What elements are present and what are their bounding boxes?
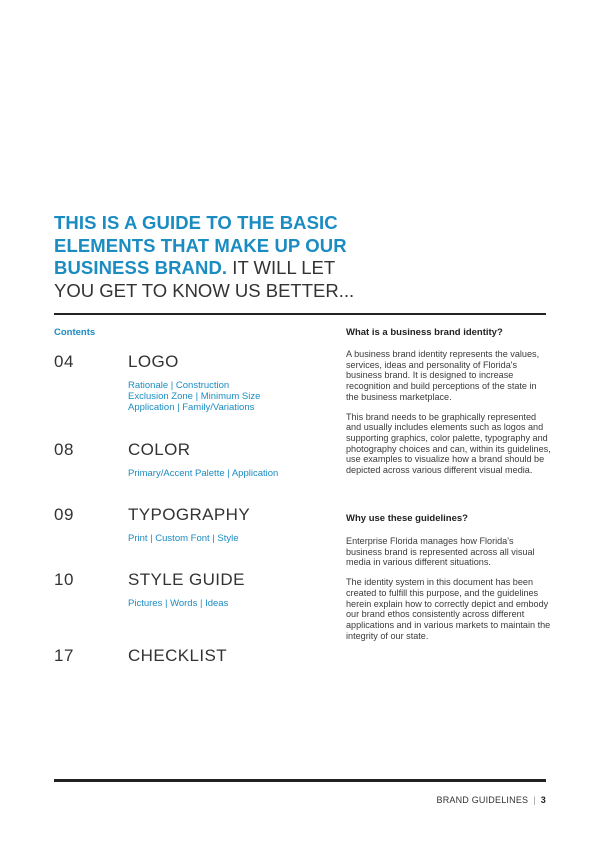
toc-title: LOGO bbox=[128, 352, 179, 371]
section-paragraph: The identity system in this document has been created to fulfill this purpose, and the guidelines herein explain how to correctly depict and embody our brand ethos consistently across different applications and in various markets to maintain the integrity of our state. bbox=[346, 577, 551, 641]
toc-title: CHECKLIST bbox=[128, 646, 228, 665]
toc-subtopic: Rationale | Construction bbox=[128, 380, 230, 391]
toc-subtopics bbox=[128, 380, 308, 413]
section-heading: What is a business brand identity? bbox=[346, 327, 503, 338]
toc-title: COLOR bbox=[128, 440, 191, 459]
page-headline bbox=[54, 212, 374, 302]
top-divider bbox=[54, 313, 546, 315]
section-paragraph: A business brand identity represents the values, services, ideas and personality of Florida's business brand. It is designed to increase recognition and build perceptions of the state in the business marketplace. bbox=[346, 349, 540, 402]
toc-page-number: 08 bbox=[54, 440, 74, 459]
footer-separator: | bbox=[533, 795, 536, 805]
toc-subtopic: Print | Custom Font | Style bbox=[128, 533, 239, 544]
toc-subtopics bbox=[128, 468, 308, 479]
toc-page-number: 09 bbox=[54, 505, 74, 524]
toc-title: TYPOGRAPHY bbox=[128, 505, 251, 524]
section-paragraph: This brand needs to be graphically represented and usually includes elements such as logos and supporting graphics, color palette, typography and photography choices and can, within its guidelines, use examples to visualize how a brand should be depicted across various different visual media. bbox=[346, 411, 551, 476]
bottom-divider bbox=[54, 779, 546, 782]
page-footer bbox=[437, 795, 547, 805]
toc-title: STYLE GUIDE bbox=[128, 570, 245, 589]
page-number: 3 bbox=[540, 795, 546, 805]
toc-page-number: 04 bbox=[54, 352, 74, 371]
headline-bold-line-2: ELEMENTS THAT MAKE UP OUR bbox=[54, 234, 347, 256]
toc-subtopic: Application | Family/Variations bbox=[128, 402, 255, 413]
toc-page-number: 10 bbox=[54, 570, 74, 589]
section-paragraph: Enterprise Florida manages how Florida's business brand is represented across all visual media in various different situations. bbox=[346, 536, 535, 568]
toc-page-number: 17 bbox=[54, 646, 74, 665]
footer-label: BRAND GUIDELINES bbox=[436, 795, 529, 805]
guidelines-section bbox=[346, 513, 551, 641]
headline-light-inline: IT WILL LET bbox=[227, 257, 336, 278]
section-heading: Why use these guidelines? bbox=[346, 513, 468, 524]
headline-bold-line-1: THIS IS A GUIDE TO THE BASIC bbox=[54, 212, 338, 233]
toc-subtopics bbox=[128, 598, 308, 609]
brand-identity-section bbox=[346, 327, 551, 476]
headline-bold-line-3: BUSINESS BRAND. bbox=[54, 257, 228, 278]
toc-subtopics bbox=[128, 533, 308, 544]
toc-subtopic: Primary/Accent Palette | Application bbox=[128, 468, 279, 479]
contents-label: Contents bbox=[54, 327, 96, 338]
toc-subtopic: Pictures | Words | Ideas bbox=[128, 598, 229, 609]
headline-light-line: YOU GET TO KNOW US BETTER... bbox=[54, 279, 355, 301]
toc-subtopic: Exclusion Zone | Minimum Size bbox=[128, 391, 261, 402]
